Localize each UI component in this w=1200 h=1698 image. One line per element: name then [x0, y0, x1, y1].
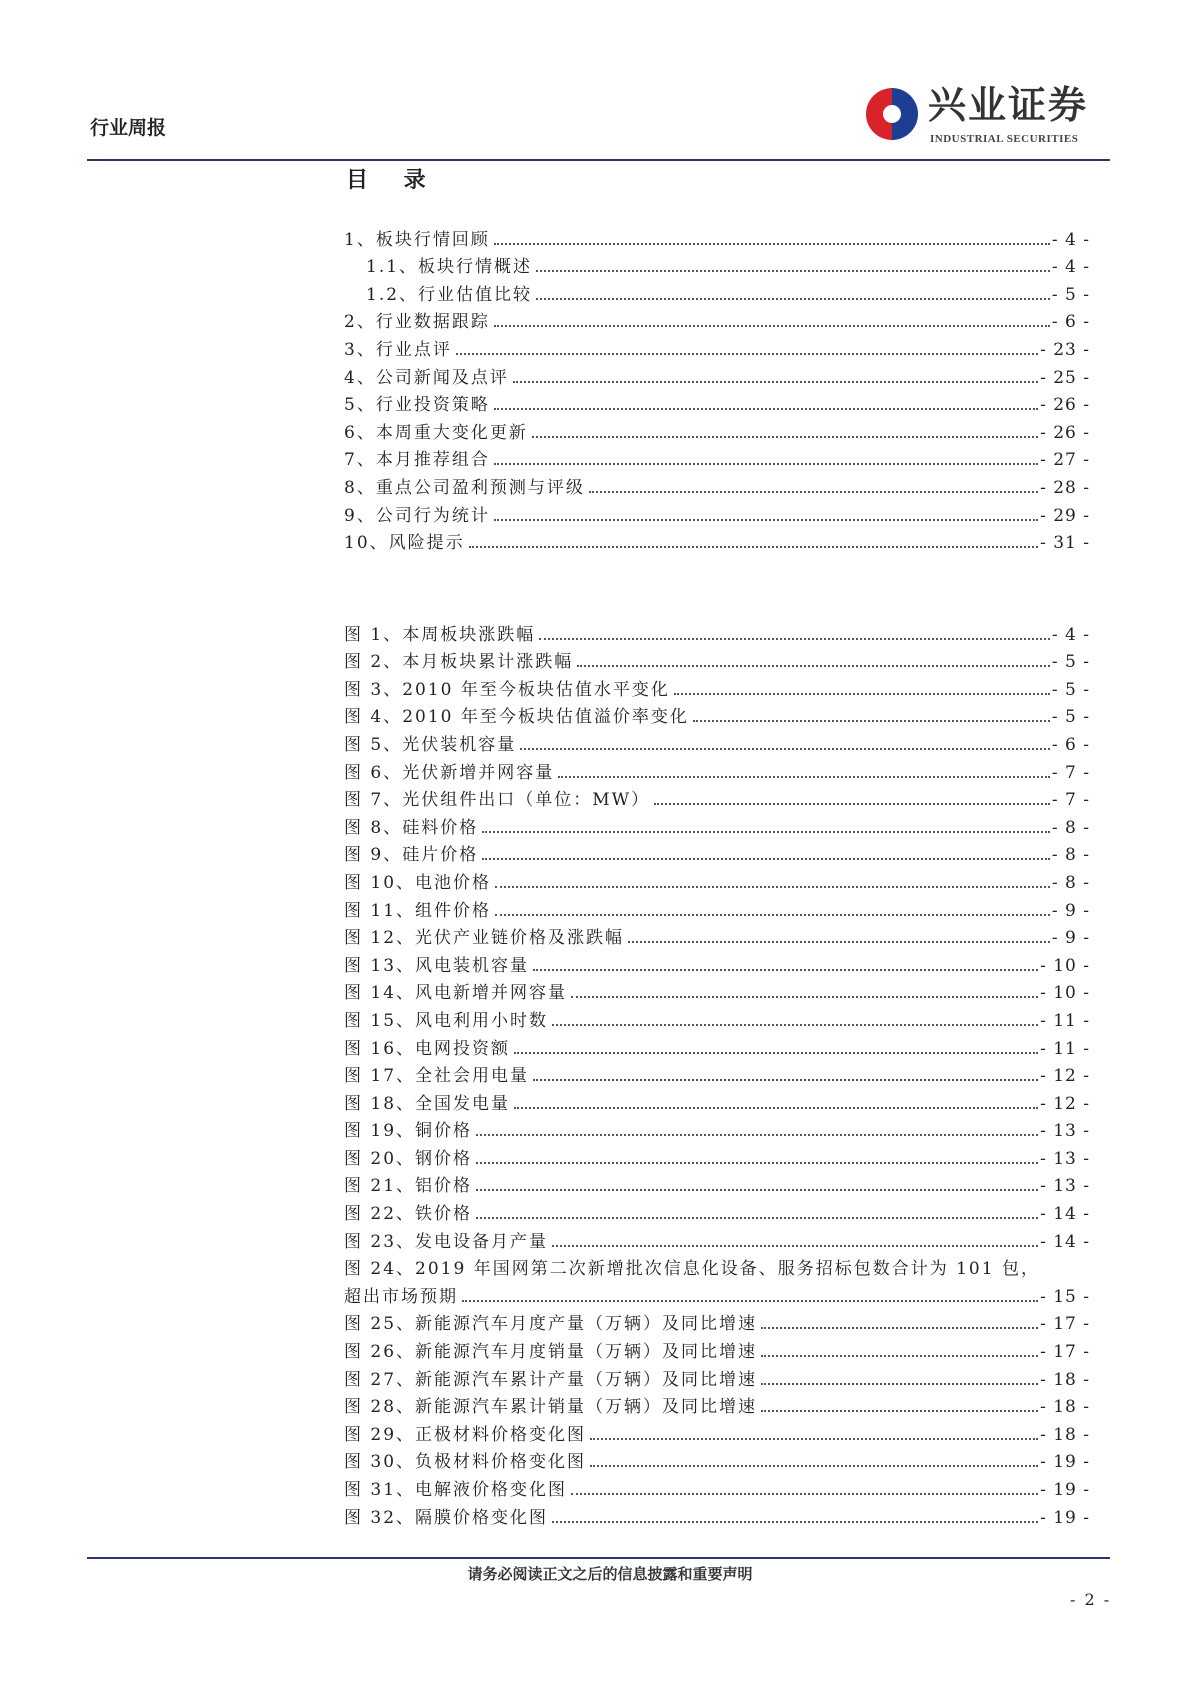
dot-leader	[654, 803, 1050, 805]
dot-leader	[494, 325, 1050, 327]
dot-leader	[536, 270, 1050, 272]
dot-leader	[533, 1079, 1038, 1081]
figure-entry[interactable]	[344, 1197, 1090, 1225]
figure-entry[interactable]	[344, 1363, 1090, 1391]
entry-page: - 17 -	[1040, 1342, 1090, 1363]
entry-label: 图 28、新能源汽车累计销量（万辆）及同比增速	[344, 1397, 758, 1418]
entry-page: - 8 -	[1051, 817, 1090, 838]
entry-page: - 23 -	[1040, 339, 1090, 360]
figure-entry[interactable]	[344, 701, 1090, 729]
entry-page: - 14 -	[1040, 1231, 1090, 1252]
dot-leader	[513, 381, 1038, 383]
entry-page: - 4 -	[1051, 624, 1090, 645]
dot-leader	[476, 1189, 1038, 1191]
entry-label: 5、行业投资策略	[344, 395, 490, 416]
dot-leader	[693, 720, 1050, 722]
figure-entry[interactable]	[344, 1308, 1090, 1336]
toc-entry[interactable]	[344, 389, 1090, 417]
entry-page: - 26 -	[1040, 395, 1090, 416]
entry-page: - 27 -	[1040, 450, 1090, 471]
toc-entry[interactable]	[344, 444, 1090, 472]
dot-leader	[552, 1521, 1038, 1523]
entry-label: 图 23、发电设备月产量	[344, 1231, 549, 1252]
toc-entry[interactable]	[344, 361, 1090, 389]
dot-leader	[558, 776, 1050, 778]
logo-en: INDUSTRIAL SECURITIES	[930, 133, 1079, 145]
entry-label: 超出市场预期	[344, 1286, 458, 1307]
entry-page: - 5 -	[1051, 679, 1090, 700]
entry-label: 图 11、组件价格	[344, 900, 492, 921]
dot-leader	[469, 546, 1038, 548]
entry-label: 1、板块行情回顾	[344, 229, 490, 250]
dot-leader	[589, 491, 1038, 493]
entry-label: 图 1、本周板块涨跌幅	[344, 624, 536, 645]
entry-page: - 9 -	[1051, 928, 1090, 949]
dot-leader	[462, 1300, 1038, 1302]
dot-leader	[590, 1438, 1038, 1440]
dot-leader	[456, 353, 1038, 355]
entry-page: - 13 -	[1040, 1148, 1090, 1169]
dot-leader	[494, 463, 1038, 465]
footer-divider	[87, 1557, 1110, 1559]
entry-label: 图 22、铁价格	[344, 1204, 473, 1225]
figure-entry-line	[344, 1253, 1090, 1281]
figure-entry[interactable]	[344, 866, 1090, 894]
dot-leader	[761, 1383, 1038, 1385]
entry-page: - 10 -	[1040, 955, 1090, 976]
disclaimer: 请务必阅读正文之后的信息披露和重要声明	[467, 1565, 753, 1583]
company-logo	[866, 84, 1116, 150]
entry-page: - 19 -	[1040, 1507, 1090, 1528]
dot-leader	[571, 1493, 1038, 1495]
entry-label: 图 13、风电装机容量	[344, 955, 530, 976]
entry-label: 6、本周重大变化更新	[344, 422, 528, 443]
figure-entry[interactable]	[344, 894, 1090, 922]
entry-label: 图 29、正极材料价格变化图	[344, 1424, 587, 1445]
figure-entry[interactable]	[344, 811, 1090, 839]
figure-entry[interactable]	[344, 1391, 1090, 1419]
figure-entry[interactable]	[344, 1115, 1090, 1143]
dot-leader	[536, 298, 1050, 300]
entry-page: - 4 -	[1051, 257, 1090, 278]
figure-entry[interactable]	[344, 1446, 1090, 1474]
entry-label: 图 19、铜价格	[344, 1121, 473, 1142]
entry-label: 图 26、新能源汽车月度销量（万辆）及同比增速	[344, 1342, 758, 1363]
entry-label: 图 31、电解液价格变化图	[344, 1480, 568, 1500]
dot-leader	[533, 969, 1038, 971]
entry-label: 图 4、2010 年至今板块估值溢价率变化	[344, 707, 689, 728]
toc-entry[interactable]	[344, 306, 1090, 334]
figure-entry[interactable]	[344, 618, 1090, 646]
figure-entry[interactable]	[344, 1473, 1090, 1501]
entry-page: - 18 -	[1040, 1397, 1090, 1418]
dot-leader	[590, 1465, 1038, 1467]
figure-entry[interactable]	[344, 784, 1090, 812]
dot-leader	[495, 886, 1050, 888]
figure-entry[interactable]	[344, 839, 1090, 867]
entry-label: 图 5、光伏装机容量	[344, 734, 517, 755]
dot-leader	[514, 1107, 1038, 1109]
entry-label: 7、本月推荐组合	[344, 450, 490, 471]
entry-label: 图 20、钢价格	[344, 1148, 473, 1169]
entry-page: - 6 -	[1051, 312, 1090, 333]
entry-page: - 13 -	[1040, 1176, 1090, 1197]
entry-page: - 11 -	[1040, 1038, 1090, 1059]
dot-leader	[761, 1327, 1038, 1329]
entry-page: - 5 -	[1051, 707, 1090, 728]
dot-leader	[514, 1052, 1038, 1054]
entry-label: 1.1、板块行情概述	[366, 257, 533, 278]
toc-entry[interactable]	[344, 471, 1090, 499]
entry-label: 图 17、全社会用电量	[344, 1066, 530, 1087]
figure-entry[interactable]	[344, 728, 1090, 756]
figure-entry[interactable]	[344, 977, 1090, 1005]
entry-label: 图 32、隔膜价格变化图	[344, 1507, 549, 1528]
figure-entry[interactable]	[344, 1225, 1090, 1253]
entry-label: 4、公司新闻及点评	[344, 367, 509, 388]
entry-page: - 18 -	[1040, 1424, 1090, 1445]
figure-entry[interactable]	[344, 1032, 1090, 1060]
entry-page: - 26 -	[1040, 422, 1090, 443]
entry-page: - 7 -	[1051, 790, 1090, 811]
logo-swirl-icon	[866, 88, 918, 140]
entry-label: 图 18、全国发电量	[344, 1093, 511, 1114]
entry-label: 3、行业点评	[344, 339, 452, 360]
figure-entry[interactable]	[344, 922, 1090, 950]
figure-entry[interactable]	[344, 1142, 1090, 1170]
entry-page: - 4 -	[1051, 229, 1090, 250]
entry-label: 图 21、铝价格	[344, 1176, 473, 1197]
entry-label: 9、公司行为统计	[344, 505, 490, 526]
entry-label: 2、行业数据跟踪	[344, 312, 490, 333]
toc-title: 目 录	[346, 167, 440, 193]
entry-page: - 13 -	[1040, 1121, 1090, 1142]
entry-page: - 11 -	[1040, 1010, 1090, 1031]
dot-leader	[761, 1355, 1038, 1357]
entry-label: 图 16、电网投资额	[344, 1038, 511, 1059]
entry-page: - 12 -	[1040, 1066, 1090, 1087]
entry-page: - 15 -	[1040, 1286, 1090, 1307]
entry-page: - 19 -	[1040, 1480, 1090, 1500]
dot-leader	[577, 665, 1050, 667]
toc-entry[interactable]	[344, 499, 1090, 527]
entry-label: 图 25、新能源汽车月度产量（万辆）及同比增速	[344, 1314, 758, 1335]
dot-leader	[482, 858, 1050, 860]
figure-entry[interactable]	[344, 1087, 1090, 1115]
page-number: - 2 -	[1070, 1590, 1112, 1609]
dot-leader	[476, 1134, 1038, 1136]
entry-page: - 8 -	[1051, 872, 1090, 893]
logo-cn: 兴业证券	[928, 82, 1089, 127]
toc-entry[interactable]	[344, 527, 1090, 555]
report-type: 行业周报	[90, 117, 167, 139]
header-divider	[87, 159, 1110, 161]
dot-leader	[494, 408, 1038, 410]
entry-page: - 7 -	[1051, 762, 1090, 783]
entry-label: 图 8、硅料价格	[344, 817, 479, 838]
entry-label: 图 10、电池价格	[344, 872, 492, 893]
entry-page: - 29 -	[1040, 505, 1090, 526]
entry-page: - 25 -	[1040, 367, 1090, 388]
toc-entry[interactable]	[344, 278, 1090, 306]
figure-entry[interactable]	[344, 949, 1090, 977]
toc-entry[interactable]	[344, 223, 1090, 251]
section-list	[344, 223, 1090, 554]
dot-leader	[476, 1217, 1038, 1219]
dot-leader	[494, 519, 1038, 521]
figure-entry[interactable]	[344, 1418, 1090, 1446]
dot-leader	[476, 1162, 1038, 1164]
entry-label: 图 12、光伏产业链价格及涨跌幅	[344, 928, 625, 949]
entry-label: 图 7、光伏组件出口（单位：MW）	[344, 790, 651, 811]
figure-entry[interactable]	[344, 1004, 1090, 1032]
figure-entry[interactable]	[344, 1335, 1090, 1363]
dot-leader	[552, 1024, 1038, 1026]
figure-list	[344, 618, 1090, 1529]
entry-page: - 6 -	[1051, 734, 1090, 755]
entry-label: 图 30、负极材料价格变化图	[344, 1452, 587, 1473]
entry-label: 10、风险提示	[344, 533, 465, 554]
dot-leader	[552, 1245, 1038, 1247]
dot-leader	[761, 1410, 1038, 1412]
dot-leader	[539, 638, 1050, 640]
entry-page: - 8 -	[1051, 845, 1090, 866]
dot-leader	[571, 996, 1038, 998]
entry-page: - 18 -	[1040, 1369, 1090, 1390]
entry-label: 图 9、硅片价格	[344, 845, 479, 866]
figure-entry[interactable]	[344, 673, 1090, 701]
entry-label: 图 3、2010 年至今板块估值水平变化	[344, 679, 670, 700]
figure-entry[interactable]	[344, 1501, 1090, 1529]
dot-leader	[495, 914, 1050, 916]
entry-label: 图 15、风电利用小时数	[344, 1010, 549, 1031]
entry-label: 图 6、光伏新增并网容量	[344, 762, 555, 783]
entry-label: 8、重点公司盈利预测与评级	[344, 477, 585, 498]
entry-page: - 17 -	[1040, 1314, 1090, 1335]
figure-entry[interactable]	[344, 1170, 1090, 1198]
dot-leader	[482, 831, 1050, 833]
toc-entry[interactable]	[344, 416, 1090, 444]
figure-entry[interactable]	[344, 646, 1090, 674]
figure-entry[interactable]	[344, 1060, 1090, 1088]
entry-page: - 14 -	[1040, 1204, 1090, 1225]
entry-page: - 19 -	[1040, 1452, 1090, 1473]
dot-leader	[494, 243, 1050, 245]
dot-leader	[520, 748, 1050, 750]
figure-entry[interactable]	[344, 756, 1090, 784]
entry-label: 图 14、风电新增并网容量	[344, 983, 568, 1004]
entry-label: 图 2、本月板块累计涨跌幅	[344, 652, 574, 673]
entry-page: - 10 -	[1040, 983, 1090, 1004]
toc-entry[interactable]	[344, 333, 1090, 361]
entry-page: - 5 -	[1051, 652, 1090, 673]
dot-leader	[628, 941, 1050, 943]
figure-entry[interactable]	[344, 1280, 1090, 1308]
entry-label: 1.2、行业估值比较	[366, 284, 533, 305]
entry-page: - 28 -	[1040, 477, 1090, 498]
entry-page: - 9 -	[1051, 900, 1090, 921]
dot-leader	[532, 436, 1038, 438]
entry-page: - 31 -	[1040, 533, 1090, 554]
entry-label: 图 24、2019 年国网第二次新增批次信息化设备、服务招标包数合计为 101 包，	[344, 1259, 1040, 1280]
entry-page: - 5 -	[1051, 284, 1090, 305]
entry-page: - 12 -	[1040, 1093, 1090, 1114]
dot-leader	[674, 693, 1050, 695]
toc-entry[interactable]	[344, 251, 1090, 279]
entry-label: 图 27、新能源汽车累计产量（万辆）及同比增速	[344, 1369, 758, 1390]
